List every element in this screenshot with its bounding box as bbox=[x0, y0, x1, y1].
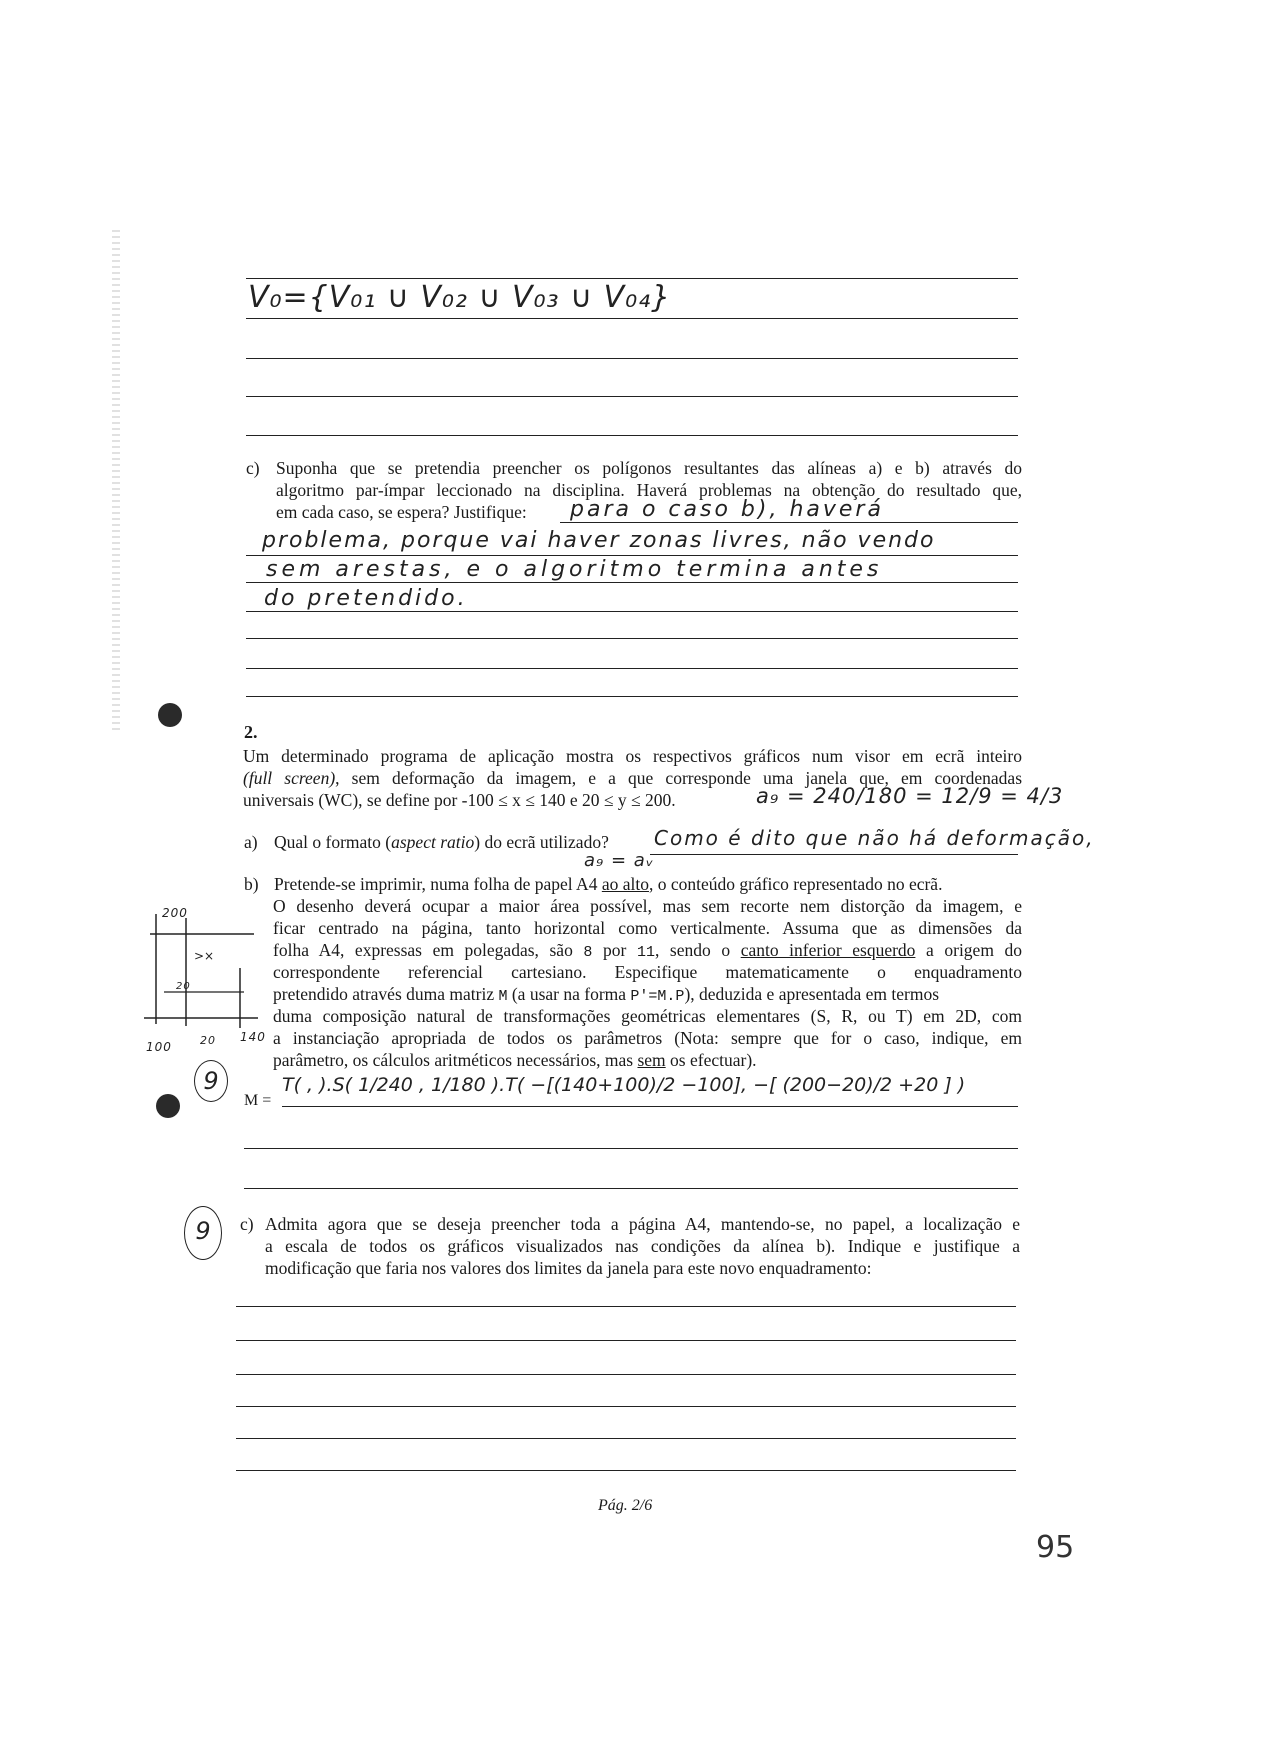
answer-line bbox=[246, 668, 1018, 669]
q2b-line-9: parâmetro, os cálculos aritméticos necessários, mas sem os efectuar). bbox=[273, 1050, 757, 1070]
q2b-line-6: pretendido através duma matriz M (a usar na forma P'=M.P), deduzida e apresentada em termos bbox=[273, 984, 940, 1005]
scan-edge-shadow bbox=[112, 230, 120, 730]
score-circle-b: 9 bbox=[194, 1060, 228, 1102]
handwritten-answer-1c-line-3: sem arestas, e o algoritmo termina antes bbox=[266, 557, 883, 582]
q2c-label: c) bbox=[240, 1214, 254, 1234]
answer-line bbox=[246, 638, 1018, 639]
answer-line bbox=[236, 1306, 1016, 1307]
answer-line bbox=[236, 1374, 1016, 1375]
q1c-text-line-2: algoritmo par-ímpar leccionado na disciplina. Haverá problemas na obtenção do resultado que, bbox=[276, 480, 1022, 500]
question-2-number: 2. bbox=[244, 722, 258, 742]
answer-line bbox=[246, 358, 1018, 359]
margin-sketch bbox=[144, 908, 264, 1038]
answer-line bbox=[246, 611, 1018, 612]
q2c-line-1: Admita agora que se deseja preencher toda a página A4, mantendo-se, no papel, a localização e bbox=[265, 1214, 1020, 1234]
handwritten-answer-1c-line-2: problema, porque vai haver zonas livres, não vendo bbox=[262, 528, 936, 553]
punch-hole-top bbox=[158, 703, 182, 727]
q2b-matrix-label: M = bbox=[244, 1092, 272, 1109]
q2-intro-line-2: (full screen), sem deformação da imagem, e a que corresponde uma janela que, em coordenadas bbox=[243, 768, 1023, 788]
answer-line bbox=[246, 696, 1018, 697]
answer-line bbox=[236, 1340, 1016, 1341]
q1c-text-line-1: Suponha que se pretendia preencher os polígonos resultantes das alíneas a) e b) através do bbox=[276, 458, 1022, 478]
answer-line bbox=[282, 1106, 1018, 1107]
q2b-line-7: duma composição natural de transformações geométricas elementares (S, R, ou T) em 2D, com bbox=[273, 1006, 1022, 1026]
q1c-text-line-3: em cada caso, se espera? Justifique: bbox=[276, 502, 527, 522]
q2b-line-4: folha A4, expressas em polegadas, são 8 por 11, sendo o canto inferior esquerdo a origem do bbox=[273, 940, 1023, 961]
margin-mark-140: 140 bbox=[240, 1030, 266, 1044]
answer-line bbox=[246, 278, 1018, 279]
q2a-label: a) bbox=[244, 832, 258, 852]
handwritten-m-formula: T( , ).S( 1/240 , 1/180 ).T( −[(140+100)/2 −100], −[ (200−20)/2 +20 ] ) bbox=[282, 1074, 966, 1096]
handwritten-answer-1c-line-4: do pretendido. bbox=[264, 586, 468, 611]
q1c-label: c) bbox=[246, 458, 260, 478]
q2b-line-3: ficar centrado na página, tanto horizontal como verticalmente. Assuma que as dimensões da bbox=[273, 918, 1022, 938]
answer-line bbox=[246, 582, 1018, 583]
margin-mark-100: 100 bbox=[146, 1040, 172, 1054]
answer-line bbox=[246, 318, 1018, 319]
page-number: Pág. 2/6 bbox=[598, 1497, 653, 1514]
handwritten-aspect-calc: a₉ = 240/180 = 12/9 = 4/3 bbox=[756, 784, 1064, 808]
q2a-question: Qual o formato (aspect ratio) do ecrã utilizado? bbox=[274, 832, 609, 852]
score-circle-c: 9 bbox=[184, 1206, 222, 1260]
q2b-line-5: correspondente referencial cartesiano. Especifique matematicamente o enquadramento bbox=[273, 962, 1022, 982]
q2b-line-8: a instanciação apropriada de todos os parâmetros (Nota: sempre que for o caso, indique, em bbox=[273, 1028, 1022, 1048]
q2-intro-line-3: universais (WC), se define por -100 ≤ x ≤ 140 e 20 ≤ y ≤ 200. bbox=[243, 790, 676, 810]
q2b-label: b) bbox=[244, 874, 259, 894]
q2c-line-3: modificação que faria nos valores dos limites da janela para este novo enquadramento: bbox=[265, 1258, 872, 1278]
handwritten-grade: 95 bbox=[1036, 1530, 1075, 1565]
handwritten-answer-2a: Como é dito que não há deformação, bbox=[654, 826, 1095, 850]
q2b-line-2: O desenho deverá ocupar a maior área possível, mas sem recorte nem distorção da imagem, e bbox=[273, 896, 1022, 916]
margin-mark-20-right: 20 bbox=[200, 1034, 216, 1047]
answer-line bbox=[236, 1438, 1016, 1439]
punch-hole-bottom bbox=[156, 1094, 180, 1118]
q2b-line-1: Pretende-se imprimir, numa folha de papel A4 ao alto, o conteúdo gráfico representado no ecrã. bbox=[274, 874, 943, 894]
handwritten-v0-formula: V₀={V₀₁ ∪ V₀₂ ∪ V₀₃ ∪ V₀₄} bbox=[248, 280, 672, 315]
answer-line bbox=[560, 522, 1018, 523]
answer-line bbox=[244, 1188, 1018, 1189]
q2c-line-2: a escala de todos os gráficos visualizados nas condições da alínea b). Indique e justifique a bbox=[265, 1236, 1020, 1256]
answer-line bbox=[236, 1406, 1016, 1407]
svg-text:>×: >× bbox=[194, 949, 215, 963]
answer-line bbox=[246, 435, 1018, 436]
handwritten-answer-1c-line-1: para o caso b), haverá bbox=[570, 497, 884, 522]
q2-intro-line-1: Um determinado programa de aplicação mostra os respectivos gráficos num visor em ecrã inteiro bbox=[243, 746, 1022, 766]
answer-line bbox=[246, 396, 1018, 397]
handwritten-answer-2a-line-2: a₉ = aᵥ bbox=[584, 850, 655, 871]
answer-line bbox=[244, 1148, 1018, 1149]
answer-line bbox=[236, 1470, 1016, 1471]
margin-mark-200: 200 bbox=[162, 906, 188, 920]
answer-line bbox=[650, 854, 1018, 855]
margin-mark-20-left: 20 bbox=[176, 981, 191, 992]
answer-line bbox=[246, 555, 1018, 556]
